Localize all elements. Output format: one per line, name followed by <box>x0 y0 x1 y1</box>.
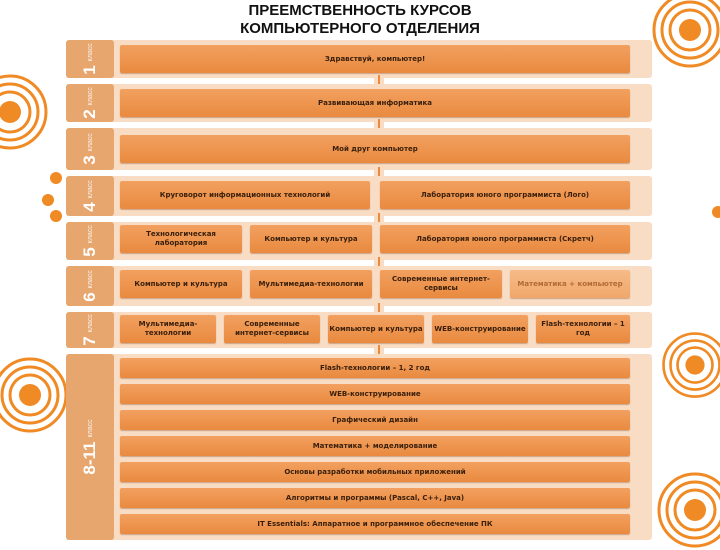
grade-number: 3 <box>80 155 99 164</box>
grade-word: класс <box>87 225 94 243</box>
course-box[interactable]: Здравствуй, компьютер! <box>120 45 630 73</box>
grade-number: 8-11 <box>80 442 99 475</box>
course-box[interactable]: Лаборатория юного программиста (Лого) <box>380 181 630 209</box>
decor-circle-icon <box>660 330 720 400</box>
grade-number: 2 <box>80 109 99 118</box>
grade-number: 6 <box>80 292 99 301</box>
course-box[interactable]: Современные интернет-сервисы <box>380 270 502 298</box>
course-box[interactable]: Flash-технологии – 1, 2 год <box>120 358 630 378</box>
grade-word: класс <box>87 270 94 288</box>
grade-word: класс <box>87 133 94 151</box>
course-box[interactable]: Компьютер и культура <box>120 270 242 298</box>
course-box[interactable]: Технологическая лаборатория <box>120 225 242 253</box>
grade-word: класс <box>87 87 94 105</box>
course-box[interactable]: Основы разработки мобильных приложений <box>120 462 630 482</box>
decor-circle-icon <box>0 72 50 152</box>
grade-word: класс <box>87 180 94 198</box>
course-box[interactable]: Развивающая информатика <box>120 89 630 117</box>
grade-6-tab <box>66 266 114 306</box>
course-box[interactable]: WEB-конструирование <box>432 315 528 343</box>
course-box[interactable]: Мультимедиа-технологии <box>250 270 372 298</box>
grade-number: 5 <box>80 247 99 256</box>
decor-dots-icon <box>704 200 720 224</box>
grade-8-11-tab <box>66 354 114 540</box>
course-box[interactable]: Лаборатория юного программиста (Скретч) <box>380 225 630 253</box>
course-box[interactable]: WEB-конструирование <box>120 384 630 404</box>
grade-number: 4 <box>80 202 99 211</box>
grade-3-tab <box>66 128 114 170</box>
course-box[interactable]: Мой друг компьютер <box>120 135 630 163</box>
course-box[interactable]: Компьютер и культура <box>328 315 424 343</box>
grade-number: 7 <box>80 336 99 345</box>
grade-7-tab <box>66 312 114 348</box>
grade-word: класс <box>87 43 94 61</box>
decor-circle-icon <box>655 470 720 550</box>
course-box[interactable]: Математика + компьютер <box>510 270 630 298</box>
grade-word: класс <box>87 419 94 437</box>
grade-word: класс <box>87 314 94 332</box>
title-line-1: ПРЕЕМСТВЕННОСТЬ КУРСОВ <box>0 2 720 20</box>
decor-dots-icon <box>38 168 68 228</box>
grade-2-tab <box>66 84 114 122</box>
grade-5-tab <box>66 222 114 260</box>
course-box[interactable]: IT Essentials: Аппаратное и программное обеспечение ПК <box>120 514 630 534</box>
grade-number: 1 <box>80 65 99 74</box>
course-box[interactable]: Графический дизайн <box>120 410 630 430</box>
grade-4-tab <box>66 176 114 216</box>
title-line-2: КОМПЬЮТЕРНОГО ОТДЕЛЕНИЯ <box>0 20 720 38</box>
course-box[interactable]: Современные интернет-сервисы <box>224 315 320 343</box>
course-box[interactable]: Алгоритмы и программы (Pascal, C++, Java) <box>120 488 630 508</box>
course-box[interactable]: Круговорот информационных технологий <box>120 181 370 209</box>
course-box[interactable]: Компьютер и культура <box>250 225 372 253</box>
course-box[interactable]: Математика + моделирование <box>120 436 630 456</box>
page-title <box>0 2 720 38</box>
course-box[interactable]: Flash-технологии – 1 год <box>536 315 630 343</box>
decor-circle-icon <box>0 355 70 435</box>
course-box[interactable]: Мультимедиа-технологии <box>120 315 216 343</box>
grade-1-tab <box>66 40 114 78</box>
decor-circle-icon <box>650 0 720 70</box>
